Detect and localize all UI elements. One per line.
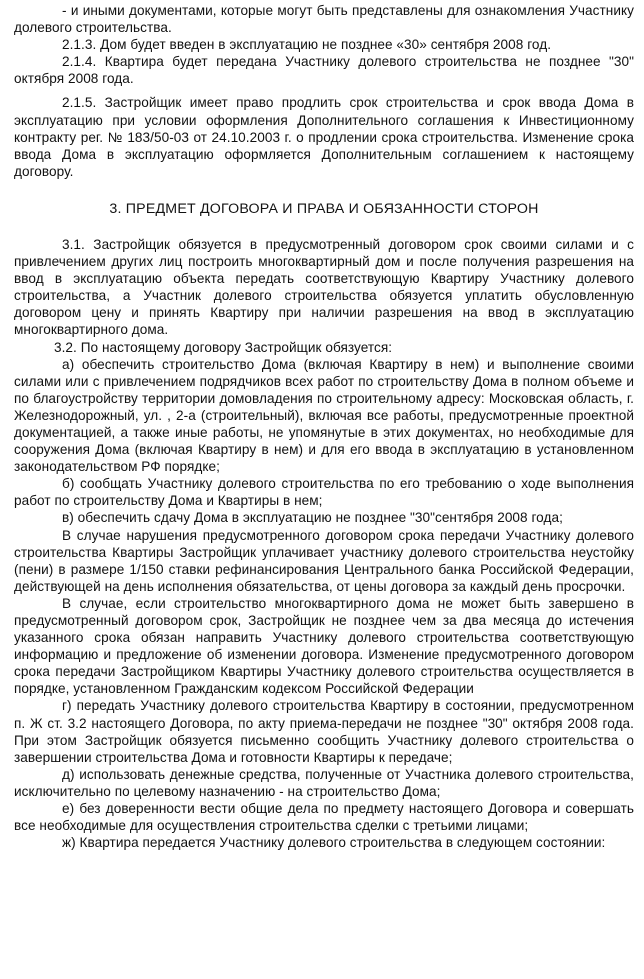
paragraph-3-2: 3.2. По настоящему договору Застройщик обязуется: xyxy=(54,339,393,355)
paragraph-3-2-v: в) обеспечить сдачу Дома в эксплуатацию не позднее "30"сентября 2008 года; xyxy=(62,510,563,526)
paragraph-2-1-5: 2.1.5. Застройщик имеет право продлить срок строительства и срок ввода Дома в эксплуатацию при условии оформления Дополнительного соглашения к Инвестиционному контракту рег. № 183/50-03 от 24.10.2003 г. о продлении срока строительства. Изменение срока ввода Дома в эксплуатацию оформляется Дополнительным соглашением к настоящему договору. xyxy=(14,95,634,179)
paragraph-other-documents: - и иными документами, которые могут быть представлены для ознакомления Участнику долевого строительства. xyxy=(14,3,634,36)
paragraph-3-2-b: б) сообщать Участнику долевого строительства по его требованию о ходе выполнения работ по строительству Дома и Квартиры в нем; xyxy=(14,476,634,509)
paragraph-2-1-3: 2.1.3. Дом будет введен в эксплуатацию не позднее «30» сентября 2008 год. xyxy=(62,37,552,53)
paragraph-3-2-d: д) использовать денежные средства, полученные от Участника долевого строительства, исключительно по целевому назначению - на строительство Дома; xyxy=(14,766,634,799)
paragraph-delay-notice: В случае, если строительство многоквартирного дома не может быть завершено в предусмотренный договором срок, Застройщик не позднее чем за два месяца до истечения указанного срока обязан направить Участнику долевого строительства соответствующую информацию и предложение об изменении договора. Изменение предусмотренного договором срока передачи Застройщиком Квартиры Участнику долевого строительства осуществляется в порядке, установленном Гражданским кодексом Российской Федерации xyxy=(14,595,634,697)
paragraph-3-2-e: е) без доверенности вести общие дела по предмету настоящего Договора и совершать все необходимые для осуществления строительства сделки с третьими лицами; xyxy=(14,801,634,834)
paragraph-penalty: В случае нарушения предусмотренного договором срока передачи Участнику долевого строительства Квартиры Застройщик уплачивает участнику долевого строительства неустойку (пени) в размере 1/150 ставки рефинансирования Центрального банка Российской Федерации, действующей на день исполнения обязательства, от цены договора за каждый день просрочки. xyxy=(14,527,634,594)
paragraph-3-2-zh: ж) Квартира передается Участнику долевого строительства в следующем состоянии: xyxy=(62,835,606,851)
section-heading: 3. ПРЕДМЕТ ДОГОВОРА И ПРАВА И ОБЯЗАННОСТИ СТОРОН xyxy=(109,200,539,217)
paragraph-3-2-a: а) обеспечить строительство Дома (включая Квартиру в нем) и выполнение своими силами или с привлечением подрядчиков всех работ по строительству Дома в полном объеме и по благоустройству территории домовладения по строительному адресу: Московская область, г. Железнодорожный, ул. , 2-а (строительный), включая все работы, предусмотренные проектной документацией, а также иные работы, не упомянутые в этих документах, но необходимые для сооружения Дома (включая Квартиру в нем) и для его ввода в эксплуатацию в установленном законодательством РФ порядке; xyxy=(14,356,634,475)
paragraph-2-1-4: 2.1.4. Квартира будет передана Участнику долевого строительства не позднее "30" октября 2008 года. xyxy=(14,54,634,87)
paragraph-3-1: 3.1. Застройщик обязуется в предусмотренный договором срок своими силами и с привлечением других лиц построить многоквартирный дом и после получения разрешения на ввод в эксплуатацию объекта передать соответствующую Квартиру Участнику долевого строительства, а Участник долевого строительства обязуется уплатить обусловленную договором цену и принять Квартиру при наличии разрешения на ввод в эксплуатацию многоквартирного дома. xyxy=(14,236,634,338)
paragraph-3-2-g: г) передать Участнику долевого строительства Квартиру в состоянии, предусмотренном п. Ж ст. 3.2 настоящего Договора, по акту приема-передачи не позднее "30" октября 2008 года. При этом Застройщик обязуется письменно сообщить Участнику долевого строительства о завершении строительства Дома и готовности Квартиры к передаче; xyxy=(14,698,634,765)
